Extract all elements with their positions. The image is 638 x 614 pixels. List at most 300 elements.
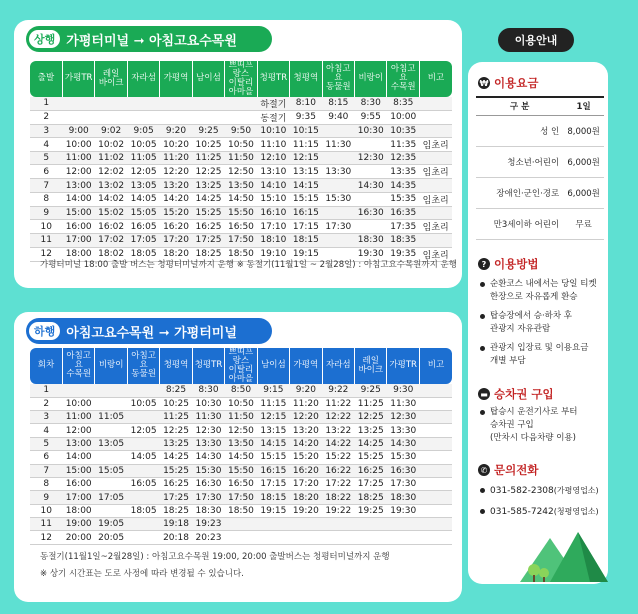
table-cell: 14:30 <box>355 179 387 192</box>
fee-category: 성 인 <box>476 115 563 146</box>
table-cell <box>419 437 452 450</box>
table-cell <box>322 531 354 544</box>
table-cell <box>355 165 387 179</box>
up-col-header <box>419 61 452 97</box>
down-col-header <box>95 348 127 384</box>
table-cell: 4 <box>30 138 62 152</box>
table-cell: 임초리 <box>419 165 452 179</box>
table-cell: 11:15 <box>290 138 322 152</box>
table-cell: 12:30 <box>355 152 387 165</box>
table-cell: 18:05 <box>127 247 159 261</box>
up-col-header <box>160 61 192 97</box>
table-cell: 15:00 <box>62 464 94 477</box>
table-cell: 17:30 <box>387 477 419 490</box>
table-cell: 13:25 <box>160 437 192 450</box>
fee-row <box>476 115 604 146</box>
table-cell: 15:25 <box>355 451 387 464</box>
up-col-header <box>322 61 354 97</box>
table-cell: 16:35 <box>387 206 419 219</box>
table-cell: 18:20 <box>160 247 192 261</box>
table-cell: 16:15 <box>290 206 322 219</box>
table-cell: 18:30 <box>192 504 224 517</box>
table-cell: 11:10 <box>257 138 289 152</box>
table-cell: 11:05 <box>95 410 127 423</box>
table-cell: 13:10 <box>257 165 289 179</box>
fee-price: 6,000원 <box>563 146 604 177</box>
table-cell: 17:00 <box>62 491 94 504</box>
down-col-header-line: 비고 <box>427 360 445 371</box>
table-cell <box>290 518 322 531</box>
up-col-header <box>387 61 419 97</box>
down-note-disclaimer: ※ 상기 시간표는 도로 사정에 따라 변경될 수 있습니다. <box>40 569 244 579</box>
table-cell: 13:05 <box>95 437 127 450</box>
table-cell <box>355 192 387 206</box>
table-cell: 10:00 <box>62 138 94 152</box>
up-col-header <box>95 61 127 97</box>
table-cell <box>225 110 257 124</box>
down-col-header <box>355 348 387 384</box>
table-cell: 15:20 <box>160 206 192 219</box>
down-header-row <box>30 348 452 384</box>
ticket-icon: ▬ <box>478 388 490 400</box>
table-cell <box>419 410 452 423</box>
table-cell: 15:50 <box>225 464 257 477</box>
table-cell <box>419 384 452 397</box>
ticket-heading-label: 승차권 구입 <box>494 387 554 401</box>
table-cell: 11:25 <box>355 397 387 410</box>
table-row <box>30 206 452 219</box>
table-cell <box>419 234 452 247</box>
table-cell <box>95 397 127 410</box>
table-cell: 12:25 <box>160 424 192 437</box>
down-col-header-line: 수목원 <box>66 369 91 380</box>
table-cell: 8:30 <box>192 384 224 397</box>
table-cell: 13:00 <box>62 437 94 450</box>
contact-item <box>478 484 608 498</box>
table-cell: 11:20 <box>290 397 322 410</box>
table-cell: 17:30 <box>322 220 354 234</box>
table-row <box>30 97 452 111</box>
table-cell: 19:00 <box>62 518 94 531</box>
table-cell: 17:15 <box>290 220 322 234</box>
table-cell <box>127 437 159 450</box>
table-cell: 14:02 <box>95 192 127 206</box>
table-cell <box>127 464 159 477</box>
table-cell: 13:02 <box>95 179 127 192</box>
up-col-header-line: 이탈리아마을 <box>228 77 254 97</box>
table-cell <box>225 531 257 544</box>
table-cell: 19:35 <box>387 247 419 261</box>
table-cell: 11:25 <box>160 410 192 423</box>
table-cell: 20:00 <box>62 531 94 544</box>
table-row <box>30 397 452 410</box>
table-cell <box>322 518 354 531</box>
table-cell: 8:30 <box>355 97 387 111</box>
table-cell: 15:35 <box>387 192 419 206</box>
table-cell: 14:00 <box>62 192 94 206</box>
table-cell: 12:22 <box>322 410 354 423</box>
method-item-line: 관광지 입장료 및 이용요금 <box>490 343 589 353</box>
table-cell: 12:50 <box>225 165 257 179</box>
table-cell: 13:00 <box>62 179 94 192</box>
table-cell: 9:35 <box>290 110 322 124</box>
office-name: (청평영업소) <box>553 507 599 516</box>
table-cell: 8 <box>30 192 62 206</box>
table-cell <box>95 451 127 464</box>
table-cell: 18:30 <box>387 491 419 504</box>
table-row <box>30 437 452 450</box>
table-cell: 18:25 <box>160 504 192 517</box>
table-cell: 7 <box>30 179 62 192</box>
down-col-header <box>192 348 224 384</box>
table-cell: 14:05 <box>127 192 159 206</box>
down-col-header-line: 아침고요 <box>131 351 156 371</box>
table-cell: 16:00 <box>62 477 94 490</box>
table-cell <box>419 97 452 111</box>
table-cell: 14:25 <box>160 451 192 464</box>
table-cell: 15:30 <box>387 451 419 464</box>
table-row <box>30 138 452 152</box>
up-col-header-line: 비랑이 <box>358 73 384 84</box>
table-cell <box>225 97 257 111</box>
table-cell: 13:35 <box>387 165 419 179</box>
table-cell <box>127 518 159 531</box>
table-cell: 15:22 <box>322 451 354 464</box>
table-cell: 12:25 <box>192 165 224 179</box>
table-cell <box>419 124 452 137</box>
down-route-label: 아침고요수목원 ➞ 가평터미널 <box>66 325 237 341</box>
table-cell: 14:20 <box>160 192 192 206</box>
method-item-line: 한장으로 자유롭게 환승 <box>490 292 578 302</box>
table-cell: 12:15 <box>290 152 322 165</box>
table-cell: 8 <box>30 477 62 490</box>
table-cell: 11:05 <box>127 152 159 165</box>
table-cell: 9:02 <box>95 124 127 137</box>
table-cell <box>355 518 387 531</box>
table-cell: 18:25 <box>192 247 224 261</box>
table-cell: 임초리 <box>419 192 452 206</box>
up-col-header-line: 출발 <box>37 73 55 84</box>
up-route-label: 가평터미널 ➞ 아침고요수목원 <box>66 33 237 49</box>
table-cell: 16:15 <box>257 464 289 477</box>
table-cell: 18:20 <box>290 491 322 504</box>
table-cell: 10:00 <box>387 110 419 124</box>
table-cell: 12:05 <box>127 424 159 437</box>
table-row <box>30 451 452 464</box>
table-cell: 12 <box>30 247 62 261</box>
table-cell: 5 <box>30 152 62 165</box>
table-cell <box>225 518 257 531</box>
table-cell <box>192 110 224 124</box>
table-cell: 18:15 <box>290 234 322 247</box>
table-cell: 11 <box>30 234 62 247</box>
table-cell: 16:05 <box>127 477 159 490</box>
fee-price: 6,000원 <box>563 177 604 208</box>
table-cell: 7 <box>30 464 62 477</box>
table-cell: 18:10 <box>257 234 289 247</box>
table-cell: 15:25 <box>160 464 192 477</box>
table-cell: 8:35 <box>387 97 419 111</box>
table-cell: 16:25 <box>192 220 224 234</box>
table-cell: 17:50 <box>225 234 257 247</box>
table-cell <box>355 138 387 152</box>
table-cell: 19:15 <box>257 504 289 517</box>
table-cell <box>95 110 127 124</box>
table-cell: 17:20 <box>290 477 322 490</box>
table-cell: 13:30 <box>387 424 419 437</box>
table-cell: 1 <box>30 97 62 111</box>
table-cell: 9 <box>30 206 62 219</box>
up-col-header-line: 가평TR <box>64 73 93 84</box>
table-cell: 9:40 <box>322 110 354 124</box>
up-route-title <box>26 26 272 52</box>
table-cell: 8:50 <box>225 384 257 397</box>
up-col-header-line: 아침고요 <box>325 64 351 84</box>
up-col-header-line: 쁘띠프랑스 <box>228 61 254 79</box>
table-cell: 11:35 <box>387 138 419 152</box>
table-cell: 17:20 <box>160 234 192 247</box>
table-row <box>30 504 452 517</box>
table-row <box>30 179 452 192</box>
table-cell: 17:25 <box>192 234 224 247</box>
table-cell: 14:20 <box>290 437 322 450</box>
table-cell <box>127 97 159 111</box>
contact-list <box>478 484 608 526</box>
down-col-header-line: 이탈리아마을 <box>228 364 254 384</box>
table-cell: 11:22 <box>322 397 354 410</box>
method-heading-label: 이용방법 <box>494 257 539 271</box>
table-cell: 15:15 <box>290 192 322 206</box>
table-cell: 15:05 <box>127 206 159 219</box>
up-col-header-line: 청평역 <box>293 73 319 84</box>
table-cell: 18:22 <box>322 491 354 504</box>
table-cell: 17:50 <box>225 491 257 504</box>
table-cell: 9:50 <box>225 124 257 137</box>
info-title: 이용안내 <box>498 28 574 52</box>
down-col-header <box>62 348 94 384</box>
table-cell <box>419 397 452 410</box>
table-cell: 11:30 <box>192 410 224 423</box>
contact-heading-label: 문의전화 <box>494 463 539 477</box>
table-cell <box>127 384 159 397</box>
down-col-header-line: 아침고요 <box>66 351 91 371</box>
table-cell: 12:00 <box>62 424 94 437</box>
table-cell: 10:05 <box>127 138 159 152</box>
table-cell: 11:50 <box>225 410 257 423</box>
table-cell <box>419 152 452 165</box>
table-cell: 18:50 <box>225 247 257 261</box>
table-cell: 20:05 <box>95 531 127 544</box>
table-cell: 10 <box>30 220 62 234</box>
table-row <box>30 110 452 124</box>
table-cell: 13:50 <box>225 179 257 192</box>
table-cell: 10:30 <box>192 397 224 410</box>
table-cell: 19:30 <box>355 247 387 261</box>
phone-number: 031-585-7242 <box>490 507 554 517</box>
table-cell: 12:20 <box>160 165 192 179</box>
table-cell: 11:30 <box>387 397 419 410</box>
table-cell: 13:20 <box>160 179 192 192</box>
table-cell: 17:22 <box>322 477 354 490</box>
table-cell <box>62 97 94 111</box>
table-cell <box>127 410 159 423</box>
table-cell: 17:00 <box>62 234 94 247</box>
method-item-line: 개별 부담 <box>490 356 526 366</box>
table-cell: 12 <box>30 531 62 544</box>
fee-category: 장애인·군인·경로 <box>476 177 563 208</box>
down-col-header <box>419 348 452 384</box>
up-col-header <box>257 61 289 97</box>
method-item-line: 관광지 자유관람 <box>490 324 551 334</box>
table-cell: 17:05 <box>127 234 159 247</box>
table-cell <box>387 518 419 531</box>
table-cell: 15:30 <box>322 192 354 206</box>
table-cell: 14:30 <box>192 451 224 464</box>
table-cell <box>290 531 322 544</box>
table-cell: 16:50 <box>225 477 257 490</box>
down-timetable <box>30 348 452 545</box>
method-list-item <box>478 310 606 336</box>
table-cell: 5 <box>30 437 62 450</box>
table-cell: 18:35 <box>387 234 419 247</box>
table-cell <box>419 518 452 531</box>
table-cell: 18:50 <box>225 504 257 517</box>
down-col-header-line: 가평TR <box>389 360 417 371</box>
down-col-header-line: 청평TR <box>194 360 223 371</box>
table-cell: 13:20 <box>290 424 322 437</box>
table-cell: 12:05 <box>127 165 159 179</box>
table-cell: 15:02 <box>95 206 127 219</box>
fee-heading-label: 이용요금 <box>494 76 539 90</box>
table-row <box>30 424 452 437</box>
table-cell: 임초리 <box>419 138 452 152</box>
table-cell: 19:30 <box>387 504 419 517</box>
table-cell: 18:15 <box>257 491 289 504</box>
up-col-header <box>192 61 224 97</box>
table-cell: 17:25 <box>160 491 192 504</box>
mountain-illustration <box>520 530 608 582</box>
table-cell: 12:00 <box>62 165 94 179</box>
fee-col-day: 1일 <box>563 97 604 115</box>
up-col-header-line: 동물원 <box>325 82 351 93</box>
fee-heading <box>478 75 538 91</box>
down-col-header-line: 쁘띠프랑스 <box>228 348 254 366</box>
table-cell: 12:02 <box>95 165 127 179</box>
fee-price: 8,000원 <box>563 115 604 146</box>
table-row <box>30 531 452 544</box>
table-cell: 16:50 <box>225 220 257 234</box>
table-cell: 15:15 <box>257 451 289 464</box>
table-cell: 16:30 <box>192 477 224 490</box>
table-cell: 2 <box>30 110 62 124</box>
table-cell: 17:30 <box>192 491 224 504</box>
fee-col-category: 구 분 <box>476 97 563 115</box>
table-cell: 13:50 <box>225 437 257 450</box>
table-cell <box>419 110 452 124</box>
table-cell: 11:02 <box>95 152 127 165</box>
table-cell: 19:23 <box>192 518 224 531</box>
table-cell: 10:10 <box>257 124 289 137</box>
down-col-header <box>387 348 419 384</box>
table-cell: 15:00 <box>62 206 94 219</box>
table-cell: 11:25 <box>192 152 224 165</box>
table-cell: 10 <box>30 504 62 517</box>
table-cell: 19:10 <box>257 247 289 261</box>
table-cell: 16:22 <box>322 464 354 477</box>
up-col-header-line: 남이섬 <box>196 73 221 84</box>
table-row <box>30 220 452 234</box>
table-cell: 14:25 <box>192 192 224 206</box>
table-cell: 10:30 <box>355 124 387 137</box>
down-route-title <box>26 318 272 344</box>
table-cell <box>322 206 354 219</box>
table-cell: 14:30 <box>387 437 419 450</box>
table-cell: 9:15 <box>257 384 289 397</box>
table-cell: 13:15 <box>257 424 289 437</box>
table-cell: 18:05 <box>127 504 159 517</box>
table-cell: 14:00 <box>62 451 94 464</box>
table-cell: 15:20 <box>290 451 322 464</box>
table-cell: 17:02 <box>95 234 127 247</box>
table-cell: 11 <box>30 518 62 531</box>
up-col-header-line: 비고 <box>427 73 445 84</box>
table-cell: 12:15 <box>257 410 289 423</box>
table-cell: 16:02 <box>95 220 127 234</box>
up-col-header-line: 바이크 <box>98 77 124 88</box>
table-cell <box>355 220 387 234</box>
up-note: 가평터미널 18:00 출발 버스는 청평터미널까지 운행 ※ 동절기(11월1일 ~ 2월28일) : 아침고요수목원까지 운행 <box>40 260 457 270</box>
table-cell: 17:25 <box>355 477 387 490</box>
table-cell: 18:30 <box>355 234 387 247</box>
table-row <box>30 234 452 247</box>
table-cell: 임초리 <box>419 247 452 261</box>
down-col-header-line: 비랑이 <box>98 360 124 371</box>
table-cell: 1 <box>30 384 62 397</box>
down-col-header-line: 바이크 <box>358 364 384 375</box>
fee-row <box>476 177 604 208</box>
table-cell: 4 <box>30 424 62 437</box>
table-row <box>30 165 452 179</box>
table-cell: 16:00 <box>62 220 94 234</box>
fee-table <box>476 96 604 240</box>
table-cell: 9:22 <box>322 384 354 397</box>
table-cell: 13:25 <box>192 179 224 192</box>
table-cell: 11:15 <box>257 397 289 410</box>
table-cell: 10:50 <box>225 397 257 410</box>
table-cell <box>127 531 159 544</box>
table-cell: 20:18 <box>160 531 192 544</box>
table-cell: 12:30 <box>387 410 419 423</box>
phone-number: 031-582-2308 <box>490 486 554 496</box>
table-cell <box>419 464 452 477</box>
table-cell: 10:35 <box>387 124 419 137</box>
table-cell: 9:25 <box>192 124 224 137</box>
up-col-header-line: 레일 <box>102 68 120 79</box>
table-cell: 18:25 <box>355 491 387 504</box>
up-col-header-line: 청평TR <box>259 73 288 84</box>
table-cell: 17:10 <box>257 220 289 234</box>
down-col-header-line: 회차 <box>37 360 55 371</box>
table-cell: 14:10 <box>257 179 289 192</box>
table-cell: 15:30 <box>192 464 224 477</box>
down-col-header-line: 레일 <box>362 355 379 366</box>
table-cell <box>192 97 224 111</box>
ticket-list <box>478 406 606 451</box>
down-note-winter: 동절기(11월1일~2월28일) : 아침고요수목원 19:00, 20:00 출발버스는 청평터미널까지 운행 <box>40 552 390 562</box>
table-cell: 11:00 <box>62 410 94 423</box>
table-cell: 14:35 <box>387 179 419 192</box>
table-cell: 8:25 <box>160 384 192 397</box>
